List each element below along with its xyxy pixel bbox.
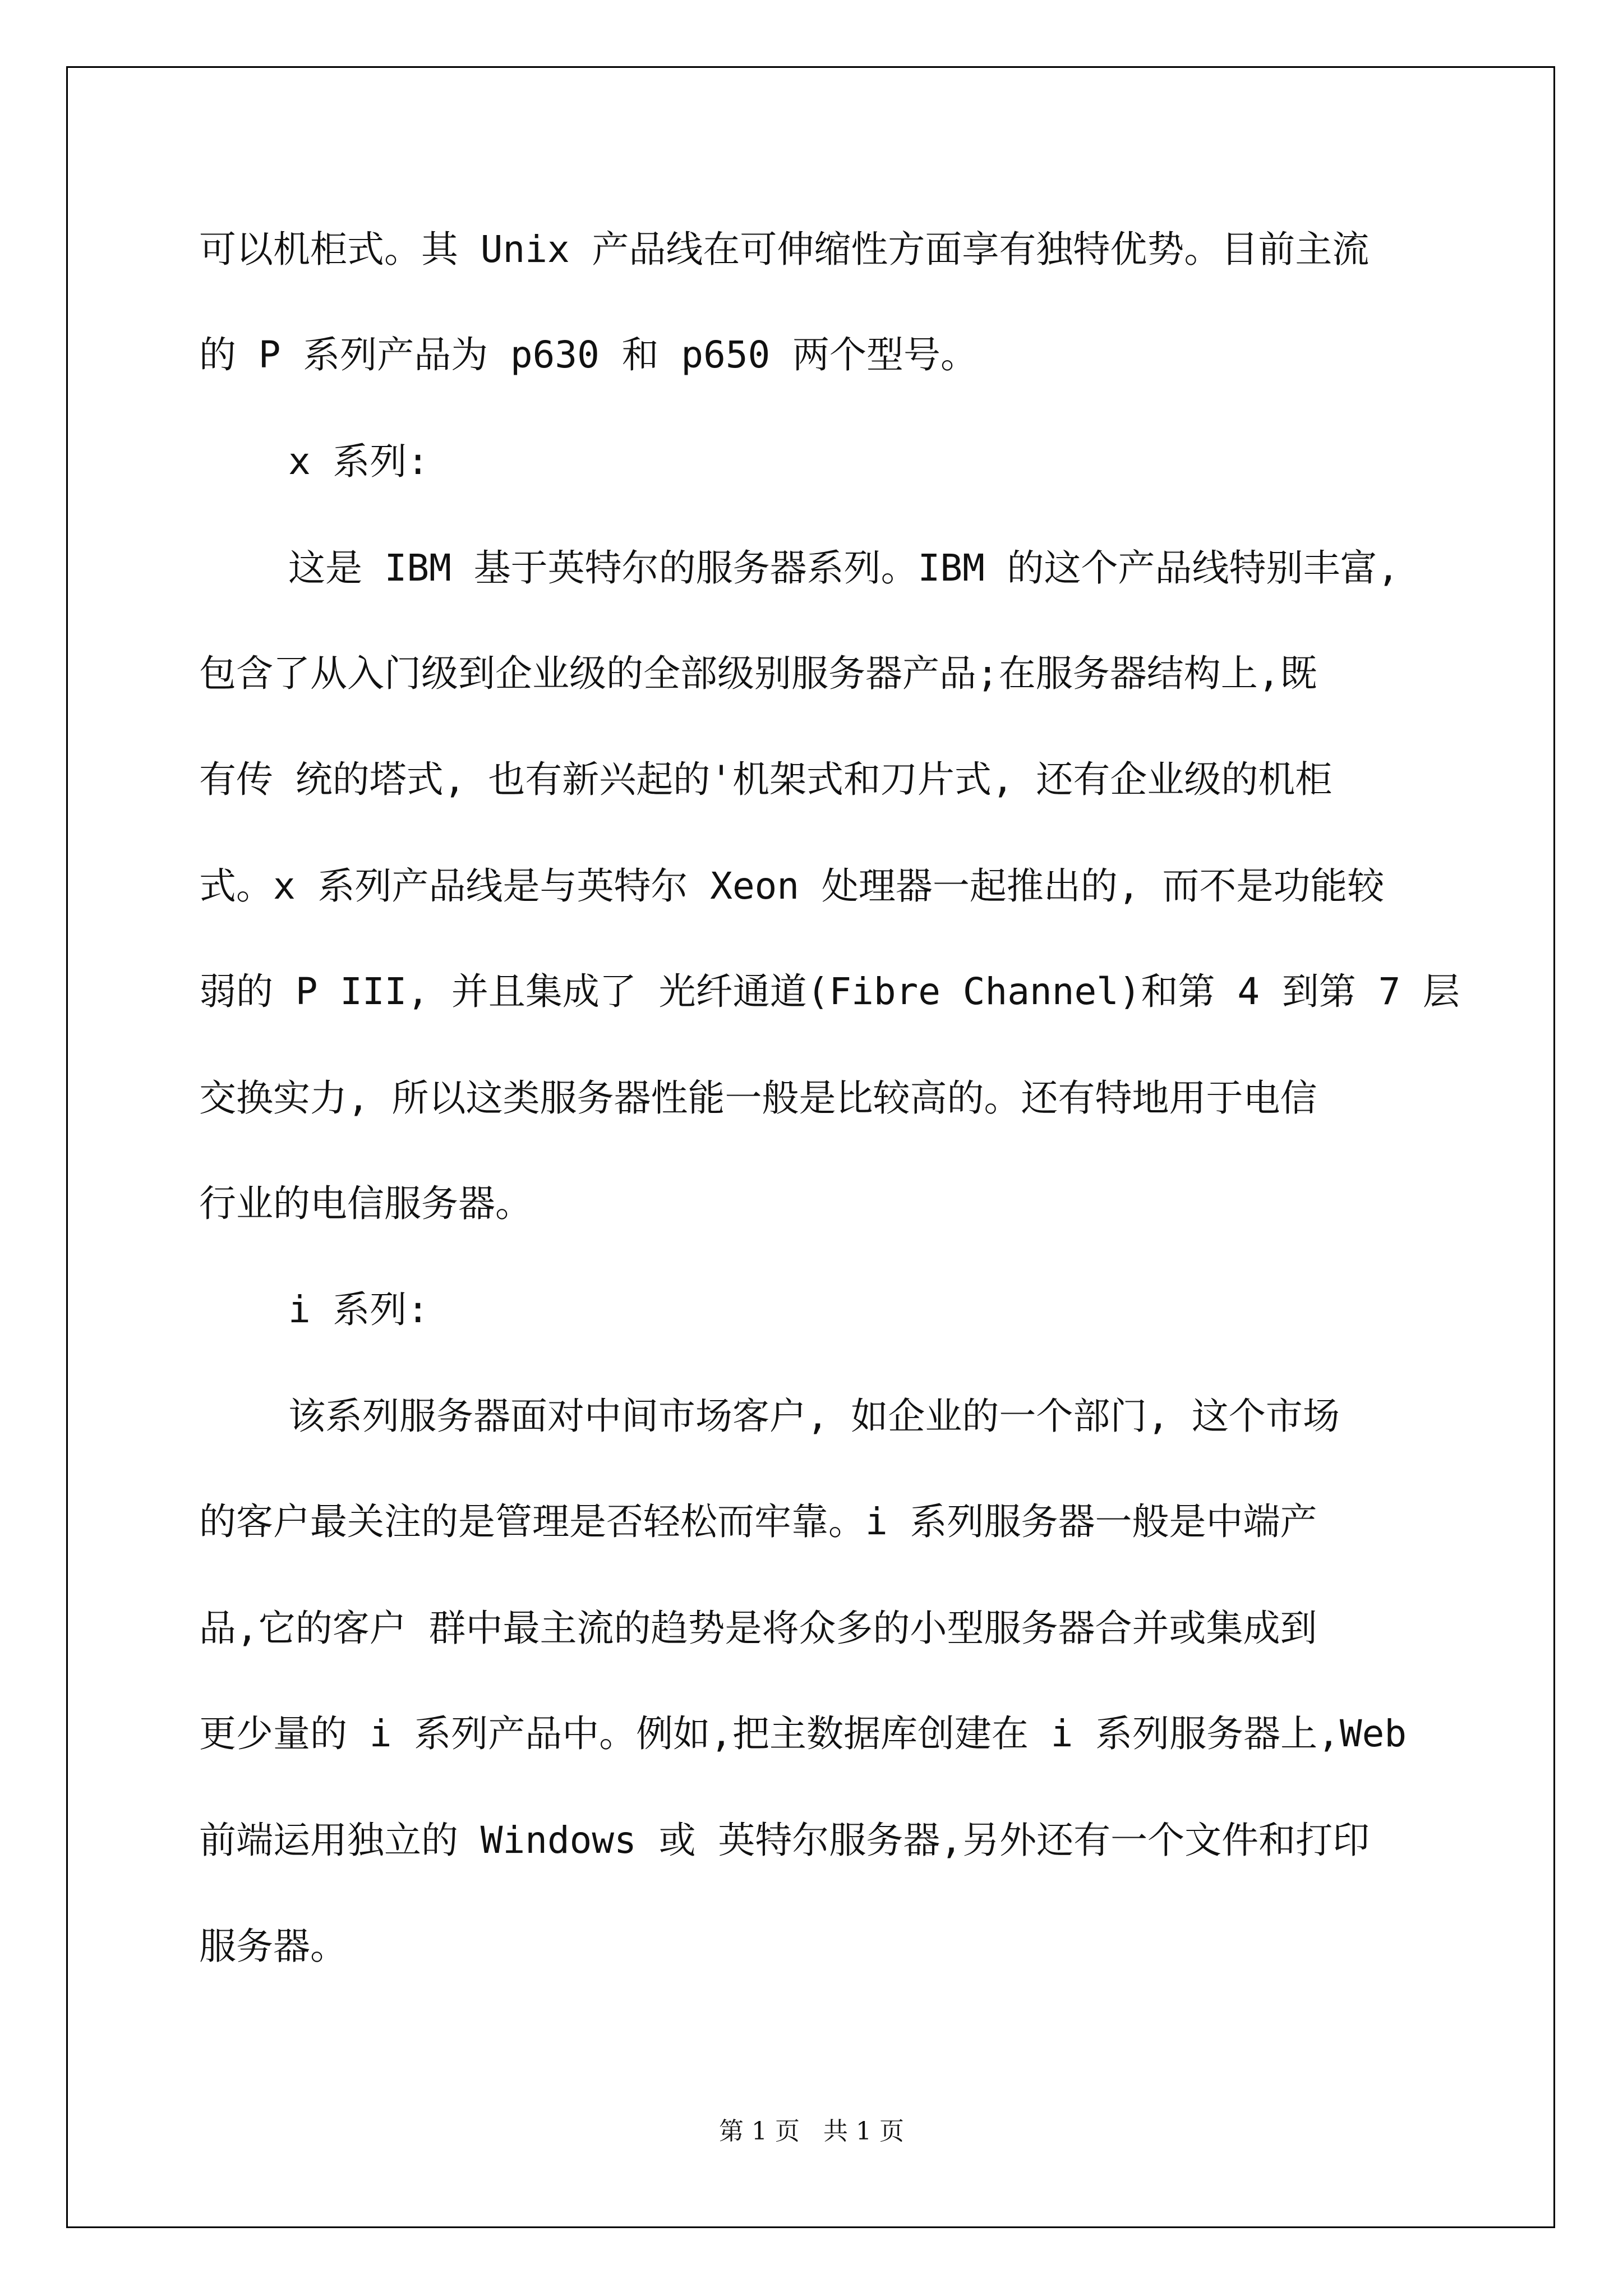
body-text-line: 交换实力, 所以这类服务器性能一般是比较高的。还有特地用于电信 bbox=[199, 1076, 1317, 1120]
body-text-line: 可以机柜式。其 Unix 产品线在可伸缩性方面享有独特优势。目前主流 bbox=[199, 228, 1370, 271]
page-border bbox=[66, 66, 1555, 2228]
body-text-line: 行业的电信服务器。 bbox=[199, 1182, 532, 1225]
section-heading: x 系列: bbox=[199, 440, 430, 483]
body-text-line: 前端运用独立的 Windows 或 英特尔服务器,另外还有一个文件和打印 bbox=[199, 1819, 1370, 1862]
body-text-line: 式。x 系列产品线是与英特尔 Xeon 处理器一起推出的, 而不是功能较 bbox=[199, 864, 1385, 908]
body-text-line: 的 P 系列产品为 p630 和 p650 两个型号。 bbox=[199, 333, 978, 376]
body-text-line: 品,它的客户 群中最主流的趋势是将众多的小型服务器合并或集成到 bbox=[199, 1607, 1317, 1650]
body-text-line: 包含了从入门级到企业级的全部级别服务器产品;在服务器结构上,既 bbox=[199, 652, 1317, 695]
body-text-line: 这是 IBM 基于英特尔的服务器系列。IBM 的这个产品线特别丰富, bbox=[199, 546, 1400, 590]
body-text-line: 的客户最关注的是管理是否轻松而牢靠。i 系列服务器一般是中端产 bbox=[199, 1500, 1317, 1543]
body-text-line: 有传 统的塔式, 也有新兴起的'机架式和刀片式, 还有企业级的机柜 bbox=[199, 758, 1332, 801]
page-number-footer: 第 1 页 共 1 页 bbox=[719, 2117, 904, 2146]
section-heading: i 系列: bbox=[199, 1288, 430, 1331]
body-text-line: 该系列服务器面对中间市场客户, 如企业的一个部门, 这个市场 bbox=[199, 1395, 1340, 1438]
body-text-line: 更少量的 i 系列产品中。例如,把主数据库创建在 i 系列服务器上,Web bbox=[199, 1712, 1407, 1755]
body-text-line: 弱的 P III, 并且集成了 光纤通道(Fibre Channel)和第 4 到第 7 层 bbox=[199, 970, 1460, 1013]
body-text-line: 服务器。 bbox=[199, 1925, 347, 1968]
